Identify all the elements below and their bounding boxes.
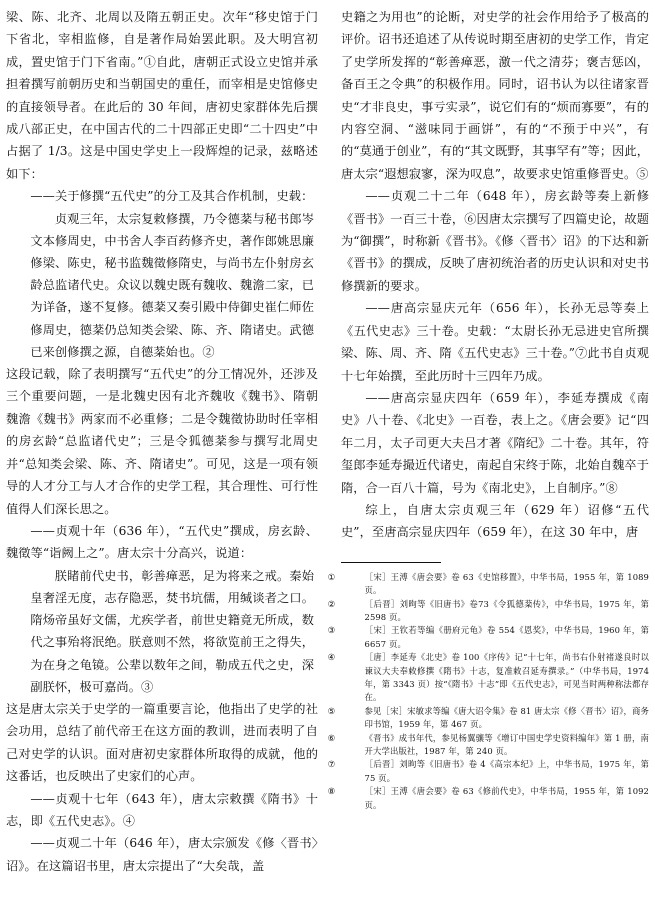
- footnote-text: ［后晋］刘昫等《旧唐书》卷 4《高宗本纪》上，中华书局，1975 年，第 75 页。: [364, 759, 649, 783]
- footnote-number: ⑤: [327, 705, 336, 716]
- footnote-number: ⑧: [327, 786, 336, 797]
- quote-text: 贞观三年，太宗复敕修撰，乃令德棻与秘书郎岑文本修周史，中书舍人李百药修齐史，著作郎姚思廉修梁、陈史，秘书监魏徵修隋史，与尚书左仆射房玄龄总监诸代史。众议以魏史既有魏收、魏澹二家，已为详备，遂不复修。德棻又奏引殿中侍御史崔仁师佐修周史，德棻仍总知类会梁、陈、齐、隋诸史。武德已来创修撰之源，自德棻始也。②: [30, 211, 314, 359]
- footnote: [327, 732, 649, 759]
- paragraph: ——关于修撰“五代史”的分工及其合作机制，史载：: [30, 189, 314, 204]
- block-quote: [6, 208, 318, 363]
- footnote: [327, 624, 649, 651]
- footnote: [327, 598, 649, 625]
- footnote-text: ［宋］王溥《唐会要》卷 63《修前代史》，中华书局，1955 年，第 1092 页。: [364, 786, 649, 810]
- footnote-text: ［唐］李延寿《北史》卷 100《序传》记“十七年，尚书右仆射褚遂良时以谏议大夫奉敕修撰《隋书》十志，复准敕召延寿撰录。”（中华书局，1974 年，第 3343 页）按“《隋书》十志”即《五代史志》，可见当时两种称法都存在。: [364, 652, 649, 703]
- paragraph: ——唐高宗显庆四年（659 年），李延寿撰成《南史》八十卷、《北史》一百卷，表上之。《唐会要》记“四年二月，太子司更大夫吕才著《隋纪》二十卷。其年，符玺郎李延寿撮近代诸史，南起自宋终于陈，北始自魏卒于隋，合一百八十篇，号为《南北史》，上自制序。”⑧: [341, 390, 649, 495]
- paragraph: ——贞观十七年（643 年），唐太宗敕撰《隋书》十志，即《五代史志》。④: [6, 791, 318, 828]
- footnote: [327, 705, 649, 732]
- footnote-number: ②: [327, 598, 336, 609]
- block-quote: [6, 565, 318, 698]
- footnote-number: ⑦: [327, 759, 336, 770]
- footnote-text: ［宋］王溥《唐会要》卷 63《史馆移置》，中华书局，1955 年，第 1089 页。: [364, 571, 649, 596]
- footnote: [327, 785, 649, 812]
- footnote-number: ④: [327, 652, 336, 663]
- footnote: [327, 571, 649, 598]
- footnote-text: ［后晋］刘昫等《旧唐书》卷73《令狐德棻传》，中华书局，1975 年，第2598 页。: [364, 598, 649, 622]
- paragraph: 史籍之为用也”的论断，对史学的社会作用给予了极高的评价。诏书还追述了从传说时期至唐初的史学工作，肯定了史学所发挥的“彰善瘅恶，激一代之清芬；褒吉惩凶，备百王之令典”的积极作用。同时，诏书认为以往诸家晋史“才非良史，事亏实录”，说它们有的“烦而寡要”，有的内容空洞、“滋味同于画饼”，有的“不预于中兴”，有的“莫通于创业”，有的“其文既野，其事罕有”等；因此，唐太宗“遐想寂寥，深为叹息”，故要求史馆重修晋史。⑤: [341, 10, 649, 181]
- paragraph: ——贞观二十二年（648 年），房玄龄等奏上新修《晋书》一百三十卷，⑥因唐太宗撰写了四篇史论，故题为“御撰”，时称新《晋书》。《修〈晋书〉诏》的下达和新《晋书》的撰成，反映了唐初统治者的历史认识和对史书修撰新的要求。: [341, 189, 649, 293]
- quote-text: 朕睹前代史书，彰善瘅恶，足为将来之戒。秦始皇奢淫无度，志存隐恶，焚书坑儒，用缄谈者之口。隋炀帝虽好文儒，尤疾学者，前世史籍竟无所成，数代之事殆将泯绝。朕意则不然，将欲览前王之得失，为在身之龟镜。公辈以数年之间，勒成五代之史，深副朕怀，极可嘉尚。③: [30, 568, 314, 694]
- paragraph: ——贞观二十年（646 年），唐太宗颁发《修〈晋书〉诏》。在这篇诏书里，唐太宗提出了“大矣哉，盖: [6, 836, 318, 873]
- footnote: [327, 758, 649, 785]
- paragraph: ——唐高宗显庆元年（656 年），长孙无忌等奏上《五代史志》三十卷。史载：“太尉长孙无忌进史官所撰梁、陈、周、齐、隋《五代史志》三十卷。”⑦此书自贞观十七年始撰，至此历时十三四年乃成。: [341, 301, 649, 383]
- paragraph: 这是唐太宗关于史学的一篇重要言论，他指出了史学的社会功用，总结了前代帝王在这方面的教训，进而表明了自己对史学的认识。面对唐初史家群体所取得的成就，他的这番话，也反映出了史家们的心声。: [6, 701, 318, 784]
- footnote-text: 《晋书》成书年代，参见杨翼骧等《增订中国史学史资料编年》第 1 册，南开大学出版社，1987 年，第 240 页。: [364, 732, 649, 757]
- left-column: [6, 6, 318, 877]
- paragraph: 梁、陈、北齐、北周以及隋五朝正史。次年“移史馆于门下省北，宰相监修，自是著作局始罢此职。及大明宫初成，置史馆于门下省南。”①自此，唐朝正式设立史馆并承担着撰写前朝历史和当朝国史的重任，而宰相是史馆修史的直接领导者。在此后的 30 年间，唐初史家群体先后撰成八部正史，在中国古代的二十四部正史即“二十四史”中占据了 1/3。这是中国史学史上一段辉煌的记录，兹略述如下：: [6, 10, 318, 181]
- paragraph: 综上，自唐太宗贞观三年（629 年）诏修“五代史”，至唐高宗显庆四年（659 年），在这 30 年中，唐: [341, 502, 649, 540]
- footnote-text: 参见［宋］宋敏求等编《唐大诏令集》卷 81 唐太宗《修〈晋书〉诏》，商务印书馆，1959 年，第 467 页。: [364, 705, 649, 730]
- footnote: [327, 651, 649, 705]
- footnotes: [327, 571, 649, 812]
- paragraph: ——贞观十年（636 年），“五代史”撰成，房玄龄、魏徵等“诣阙上之”。唐太宗十分高兴，说道：: [6, 523, 318, 561]
- right-column: [327, 6, 649, 812]
- footnote-number: ③: [327, 625, 336, 636]
- footnote-number: ①: [327, 571, 336, 582]
- footnote-number: ⑥: [327, 732, 336, 743]
- paragraph: 这段记载，除了表明撰写“五代史”的分工情况外，还涉及三个重要问题，一是北魏史因有北齐魏收《魏书》、隋朝魏澹《魏书》两家而不必重修；二是令魏徵协助时任宰相的房玄龄“总监诸代史”；三是令狐德棻参与撰写北周史并“总知类会梁、陈、齐、隋诸史”。可见，这是一项有领导的人才分工与人才合作的史学工程，其合理性、可行性值得人们深长思之。: [6, 367, 318, 516]
- footnote-text: ［宋］王钦若等编《册府元龟》卷 554《恩奖》，中华书局，1960 年，第 6657 页。: [364, 625, 649, 649]
- footnote-divider: [341, 562, 441, 563]
